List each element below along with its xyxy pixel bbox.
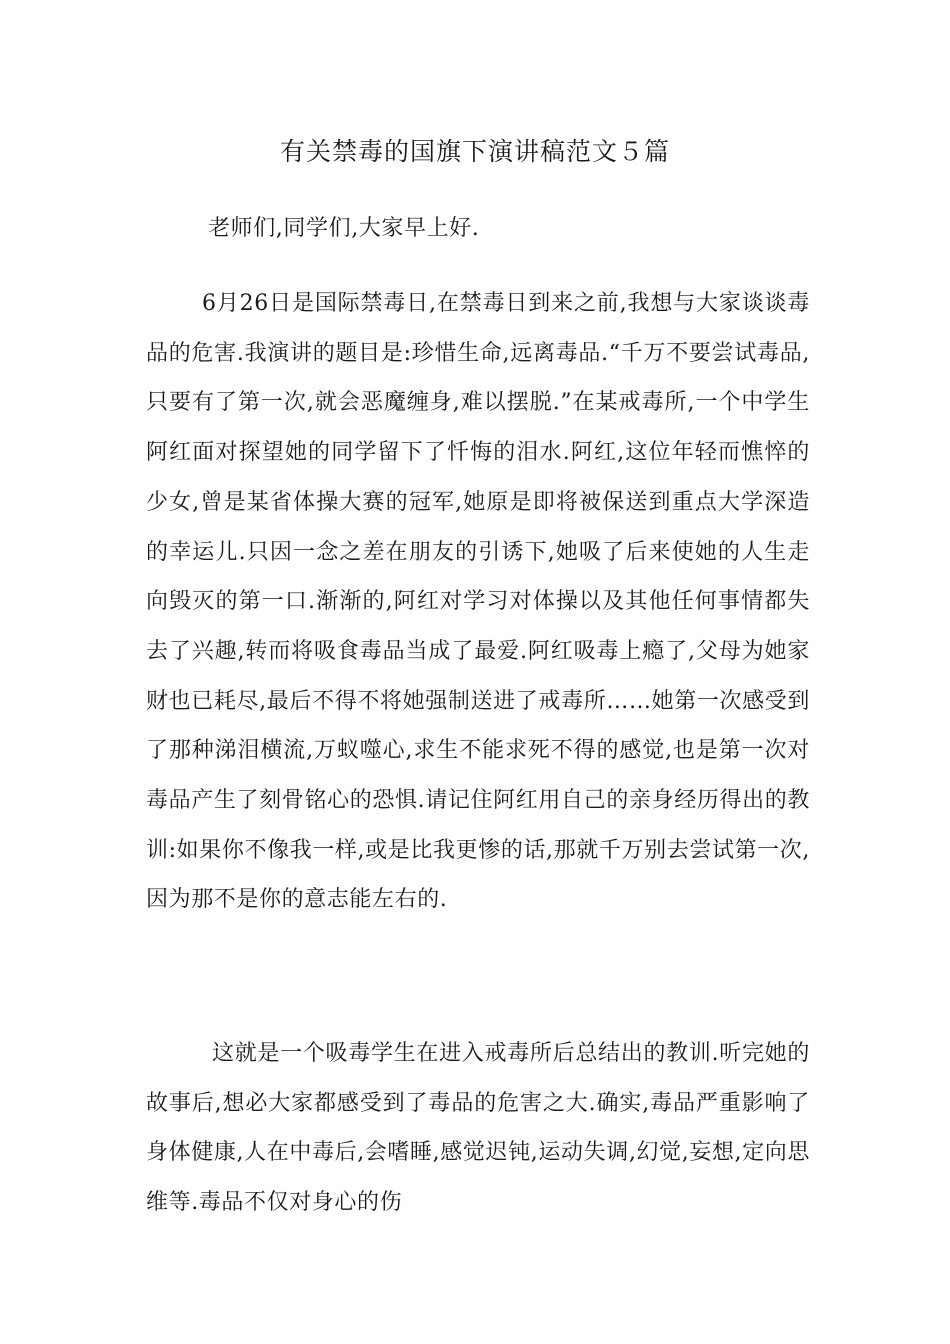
- paragraph-story: 6月26日是国际禁毒日,在禁毒日到来之前,我想与大家谈谈毒品的危害.我演讲的题目是:珍惜生命,远离毒品.“千万不要尝试毒品,只要有了第一次,就会恶魔缠身,难以摆脱.”在某戒毒所,一个中学生阿红面对探望她的同学留下了忏悔的泪水.阿红,这位年轻而憔悴的少女,曾是某省体操大赛的冠军,她原是即将被保送到重点大学深造的幸运儿.只因一念之差在朋友的引诱下,她吸了后来使她的人生走向毁灭的第一口.渐渐的,阿红对学习对体操以及其他任何事情都失去了兴趣,转而将吸食毒品当成了最爱.阿红吸毒上瘾了,父母为她家财也已耗尽,最后不得不将她强制送进了戒毒所……她第一次感受到了那种涕泪横流,万蚁噬心,求生不能求死不得的感觉,也是第一次对毒品产生了刻骨铭心的恐惧.请记住阿红用自己的亲身经历得出的教训:如果你不像我一样,或是比我更惨的话,那就千万别去尝试第一次,因为那不是你的意志能左右的.: [146, 291, 810, 913]
- paragraph-lesson: 这就是一个吸毒学生在进入戒毒所后总结出的教训.听完她的故事后,想必大家都感受到了毒品的危害之大.确实,毒品严重影响了身体健康,人在中毒后,会嗜睡,感觉迟钝,运动失调,幻觉,妄想,定向思维等.毒品不仅对身心的伤: [146, 1041, 810, 1216]
- paragraph-greeting: 老师们,同学们,大家早上好.: [208, 216, 480, 241]
- document-title: 有关禁毒的国旗下演讲稿范文５篇: [279, 137, 670, 166]
